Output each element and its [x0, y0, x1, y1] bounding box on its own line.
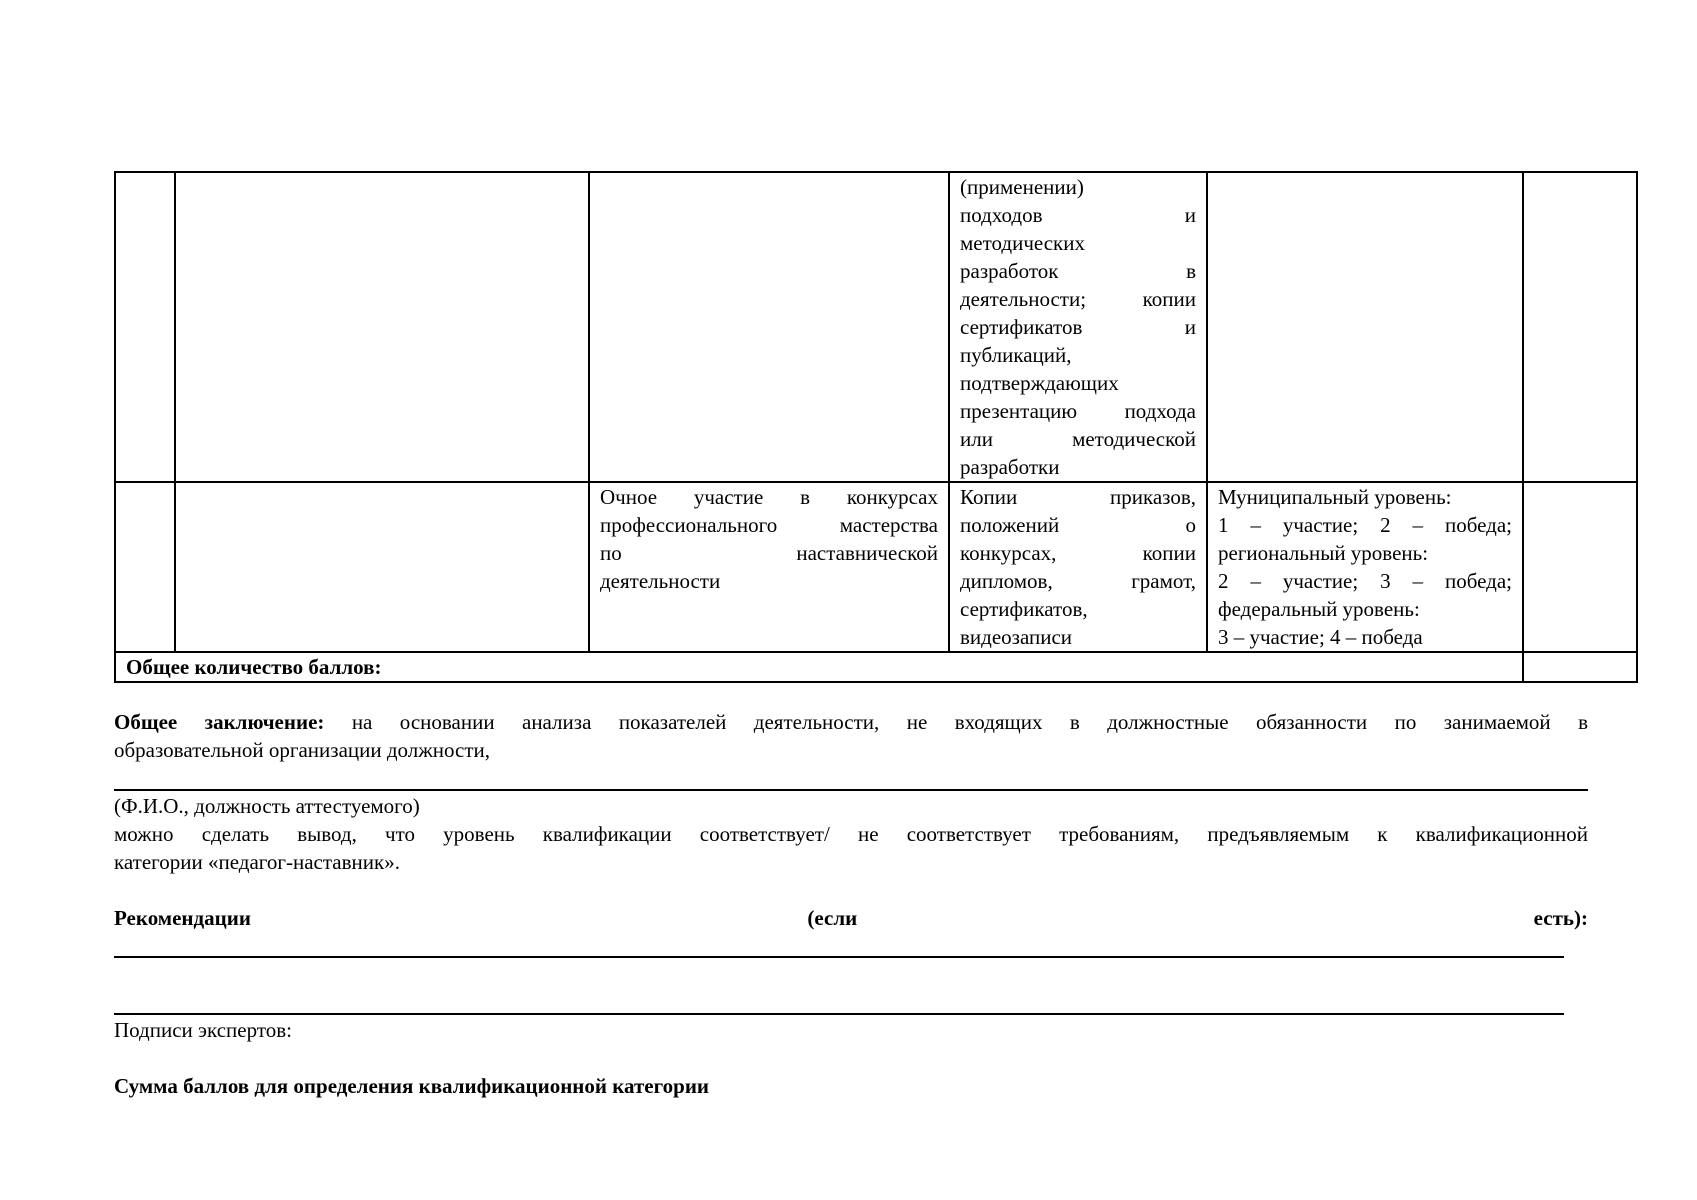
conclusion-line-4: категории «педагог-наставник». [114, 850, 400, 874]
conclusion-line-1 [114, 708, 1588, 736]
fio-caption: (Ф.И.О., должность аттестуемого) [114, 794, 420, 818]
cell-evidence [949, 482, 1207, 652]
recommendations-underline-1 [114, 956, 1564, 958]
cell-line: федеральный уровень: [1218, 597, 1420, 621]
cell-line: дипломов, грамот, [960, 569, 1196, 593]
cell-number [115, 482, 175, 652]
recommendations-end: есть): [1533, 906, 1588, 930]
sum-label: Сумма баллов для определения квалификационной категории [114, 1074, 710, 1098]
conclusion-paragraph [114, 708, 1588, 764]
cell-line: региональный уровень: [1218, 541, 1429, 565]
cell-evidence [949, 172, 1207, 482]
recommendations-underline-2 [114, 1013, 1564, 1015]
cell-criterion [175, 482, 589, 652]
cell-scoring [1207, 172, 1523, 482]
cell-line: деятельности; копии [960, 287, 1196, 311]
cell-line: Муниципальный уровень: [1218, 485, 1452, 509]
cell-line: конкурсах, копии [960, 541, 1196, 565]
cell-line: Копии приказов, [960, 485, 1196, 509]
cell-line: 3 – участие; 4 – победа [1218, 625, 1423, 649]
cell-line: разработки [960, 455, 1060, 479]
cell-score [1523, 172, 1637, 482]
cell-line: разработок в [960, 259, 1196, 283]
cell-scoring [1207, 482, 1523, 652]
cell-line: публикаций, [960, 343, 1072, 367]
cell-line: (применении) [960, 175, 1084, 199]
recommendations-label: Рекомендации [114, 906, 251, 930]
signatures-label: Подписи экспертов: [114, 1018, 292, 1042]
conclusion-label: Общее заключение: [114, 710, 325, 734]
cell-line: 1 – участие; 2 – победа; [1218, 513, 1512, 537]
conclusion-line-3: можно сделать вывод, что уровень квалификации соответствует/ не соответствует требованиям, предъявляемым к квалификационной [114, 822, 1588, 846]
fio-block [114, 792, 1588, 876]
criteria-table [114, 171, 1638, 683]
total-score-cell [1523, 652, 1637, 682]
table-row-total [115, 652, 1637, 682]
total-label: Общее количество баллов: [115, 652, 1523, 682]
cell-line: подходов и [960, 203, 1196, 227]
cell-line: деятельности [600, 569, 721, 593]
cell-line: Очное участие в конкурсах [600, 485, 938, 509]
cell-indicator [589, 482, 949, 652]
conclusion-text: на основании анализа показателей деятельности, не входящих в должностные обязанности по занимаемой в [324, 710, 1589, 734]
cell-line: или методической [960, 427, 1196, 451]
fio-underline [114, 789, 1588, 791]
cell-score [1523, 482, 1637, 652]
cell-line: сертификатов, [960, 597, 1088, 621]
conclusion-line-2: образовательной организации должности, [114, 738, 491, 762]
cell-line: 2 – участие; 3 – победа; [1218, 569, 1512, 593]
cell-line: видеозаписи [960, 625, 1073, 649]
cell-line: подтверждающих [960, 371, 1119, 395]
cell-number [115, 172, 175, 482]
cell-line: профессионального мастерства [600, 513, 938, 537]
cell-indicator [589, 172, 949, 482]
cell-line: положений о [960, 513, 1196, 537]
recommendations-middle: (если [807, 906, 858, 930]
table-row [115, 172, 1637, 482]
cell-line: по наставнической [600, 541, 938, 565]
table-row [115, 482, 1637, 652]
recommendations-line [114, 904, 1588, 932]
cell-line: методических [960, 231, 1085, 255]
cell-criterion [175, 172, 589, 482]
cell-line: презентацию подхода [960, 399, 1196, 423]
cell-line: сертификатов и [960, 315, 1196, 339]
